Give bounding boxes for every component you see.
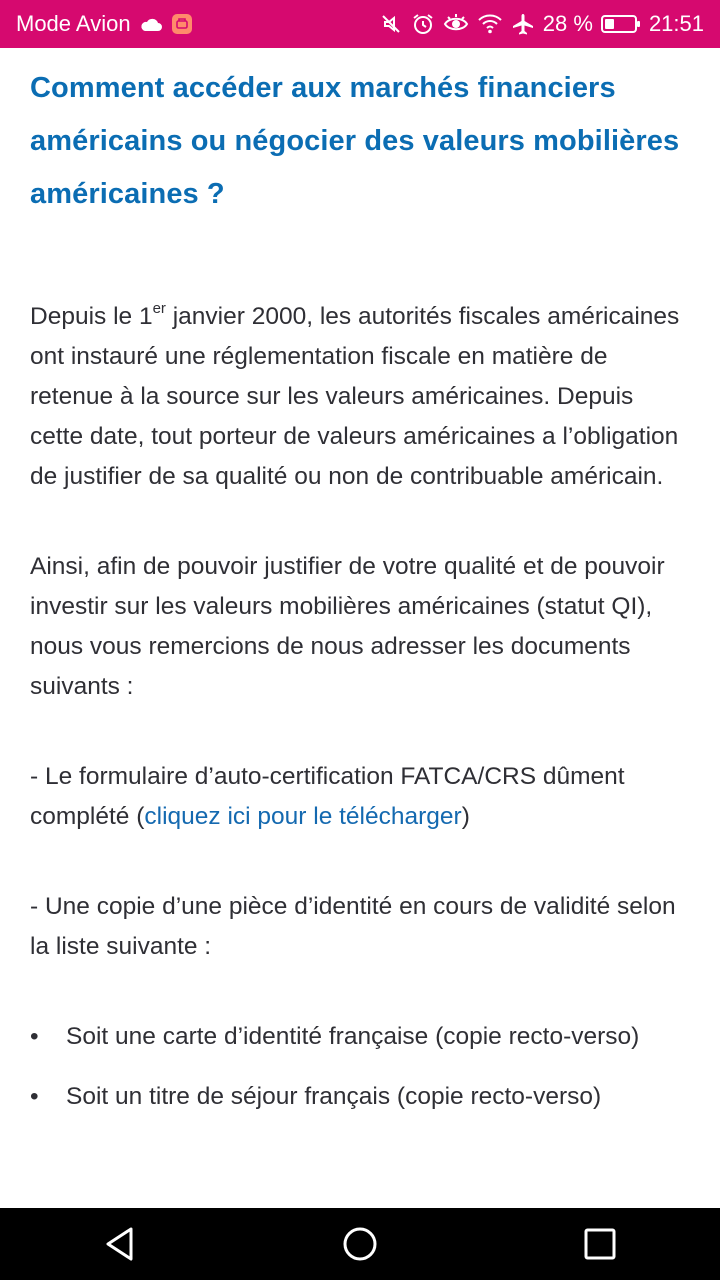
identity-document-list <box>30 1017 690 1117</box>
bullet-icon: • <box>30 1023 39 1050</box>
recents-icon <box>584 1228 616 1260</box>
paragraph-form <box>30 757 690 837</box>
paragraph-intro-rest: janvier 2000, les autorités fiscales américaines ont instauré une réglementation fiscale en matière de retenue à la source sur les valeurs américaines. Depuis cette date, tout porteur de valeurs américaines a l’obligation de justifier de sa qualité ou non de contribuable américain. <box>30 303 680 490</box>
eye-icon <box>443 12 469 36</box>
app-notification-icon <box>171 13 193 35</box>
download-form-link[interactable]: cliquez ici pour le télécharger <box>144 803 462 830</box>
cloud-icon <box>139 16 163 32</box>
battery-icon <box>601 14 641 34</box>
bullet-icon: • <box>30 1083 39 1110</box>
list-item-text: Soit une carte d’identité française (copie recto-verso) <box>66 1023 640 1050</box>
paragraph-documents: Ainsi, afin de pouvoir justifier de votre qualité et de pouvoir investir sur les valeurs mobilières américaines (statut QI), nous vous remercions de nous adresser les documents suivants : <box>30 553 665 700</box>
article-content[interactable] <box>0 48 720 1208</box>
status-right <box>379 11 704 37</box>
recents-button[interactable] <box>540 1208 660 1280</box>
battery-percent: 28 % <box>542 11 593 36</box>
paragraph-form-end: ) <box>461 803 470 830</box>
alarm-icon <box>411 12 435 36</box>
paragraph-intro <box>30 297 690 497</box>
list-item <box>30 1077 690 1117</box>
back-icon <box>103 1226 137 1262</box>
home-icon <box>342 1226 378 1262</box>
clock: 21:51 <box>648 11 704 36</box>
list-item-text: Soit un titre de séjour français (copie recto-verso) <box>66 1083 602 1110</box>
airplane-icon <box>511 12 535 36</box>
paragraph-intro-start: Depuis le 1 <box>30 303 153 330</box>
mute-icon <box>379 12 403 36</box>
status-left <box>16 11 193 37</box>
paragraph-identity: - Une copie d’une pièce d’identité en cours de validité selon la liste suivante : <box>30 893 676 960</box>
navigation-bar <box>0 1208 720 1280</box>
status-bar <box>0 0 720 48</box>
list-item <box>30 1017 690 1057</box>
carrier-label: Mode Avion <box>16 11 131 36</box>
wifi-icon <box>477 13 503 35</box>
paragraph-form-start: - Le formulaire d’auto-certification FATCA/CRS dûment complété ( <box>30 763 625 830</box>
home-button[interactable] <box>300 1208 420 1280</box>
article-title: Comment accéder aux marchés financiers américains ou négocier des valeurs mobilières américaines ? <box>30 72 680 210</box>
ordinal-superscript: er <box>152 299 166 317</box>
back-button[interactable] <box>60 1208 180 1280</box>
